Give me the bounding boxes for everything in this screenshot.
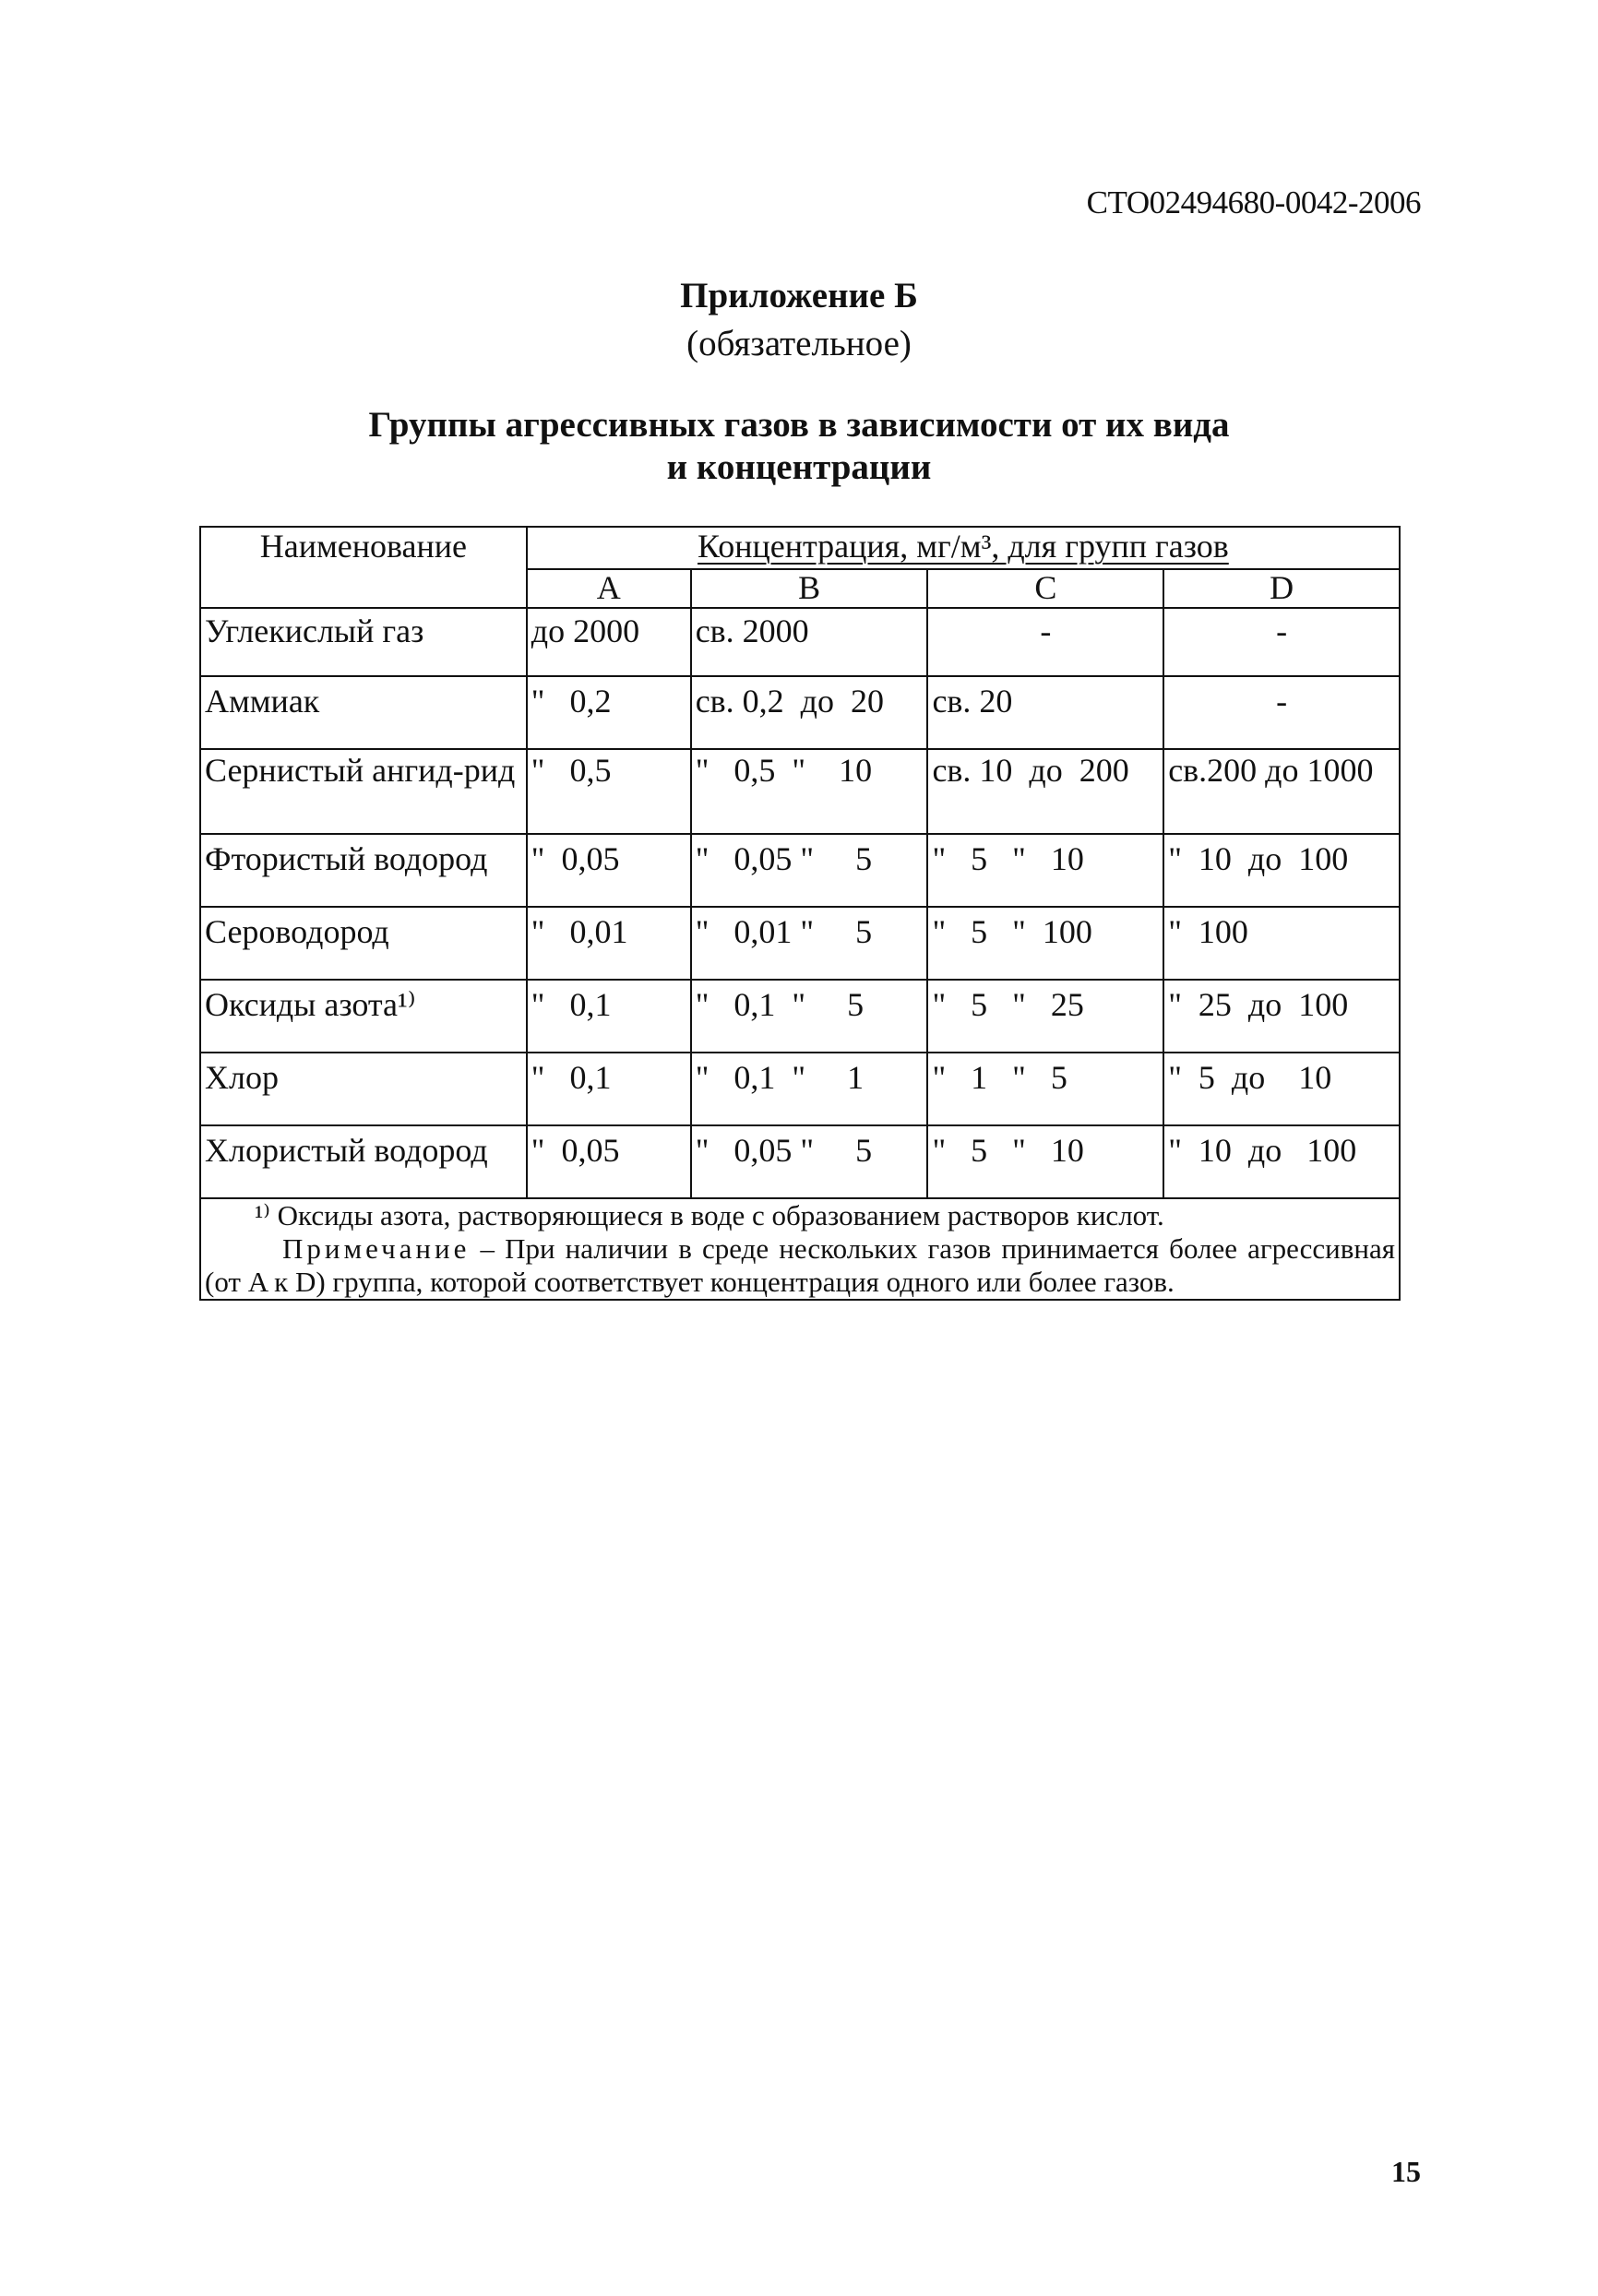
- page-number: 15: [1391, 2155, 1421, 2188]
- cell-group-c: св. 10 до 200: [927, 749, 1163, 834]
- table-row: [200, 749, 1400, 834]
- appendix-title: Приложение Б: [680, 276, 918, 315]
- row-name: Фтористый водород: [200, 834, 527, 907]
- header-name: Наименование: [200, 527, 527, 608]
- cell-group-b: " 0,05 " 5: [691, 1125, 928, 1198]
- document-number: СТО02494680-0042-2006: [1086, 184, 1421, 220]
- cell-group-a: " 0,5: [527, 749, 691, 834]
- cell-group-b: " 0,05 " 5: [691, 834, 928, 907]
- cell-group-c: " 5 " 10: [927, 834, 1163, 907]
- cell-group-b: " 0,1 " 1: [691, 1053, 928, 1125]
- cell-group-c: " 5 " 25: [927, 980, 1163, 1053]
- cell-group-c: св. 20: [927, 676, 1163, 749]
- table-notes-row: [200, 1198, 1400, 1300]
- cell-group-d: " 100: [1163, 907, 1400, 980]
- cell-group-a: " 0,1: [527, 1053, 691, 1125]
- cell-group-a: до 2000: [527, 608, 691, 676]
- note-label: Примечание: [282, 1232, 471, 1265]
- header-concentration-text: Концентрация, мг/м³, для групп газов: [698, 528, 1229, 565]
- appendix-subtitle: (обязательное): [686, 324, 912, 363]
- cell-group-b: св. 0,2 до 20: [691, 676, 928, 749]
- cell-group-d: св.200 до 1000: [1163, 749, 1400, 834]
- cell-group-c: " 1 " 5: [927, 1053, 1163, 1125]
- cell-group-b: " 0,01 " 5: [691, 907, 928, 980]
- table-title: [0, 404, 1598, 489]
- cell-group-d: " 10 до 100: [1163, 834, 1400, 907]
- cell-group-b: " 0,5 " 10: [691, 749, 928, 834]
- cell-group-a: " 0,1: [527, 980, 691, 1053]
- cell-group-c: -: [927, 608, 1163, 676]
- row-name: Оксиды азота¹⁾: [200, 980, 527, 1053]
- row-name: Аммиак: [200, 676, 527, 749]
- row-name: Сернистый ангид-рид: [200, 749, 527, 834]
- table-row: [200, 676, 1400, 749]
- table-row: [200, 608, 1400, 676]
- cell-group-d: -: [1163, 608, 1400, 676]
- header-group-a: A: [527, 569, 691, 608]
- cell-group-a: " 0,2: [527, 676, 691, 749]
- table-title-line-2: и концентрации: [666, 447, 932, 487]
- cell-group-a: " 0,05: [527, 834, 691, 907]
- row-name: Углекислый газ: [200, 608, 527, 676]
- gas-groups-table: [199, 526, 1401, 1301]
- note: [205, 1232, 1395, 1299]
- table-row: [200, 1125, 1400, 1198]
- table-row: [200, 907, 1400, 980]
- row-name: Хлор: [200, 1053, 527, 1125]
- table-row: [200, 1053, 1400, 1125]
- header-group-c: C: [927, 569, 1163, 608]
- cell-group-a: " 0,01: [527, 907, 691, 980]
- cell-group-b: св. 2000: [691, 608, 928, 676]
- cell-group-c: " 5 " 100: [927, 907, 1163, 980]
- cell-group-d: " 5 до 10: [1163, 1053, 1400, 1125]
- row-name: Хлористый водород: [200, 1125, 527, 1198]
- header-group-b: B: [691, 569, 928, 608]
- table-row: [200, 834, 1400, 907]
- cell-group-d: " 25 до 100: [1163, 980, 1400, 1053]
- table-title-line-1: Группы агрессивных газов в зависимости от их вида: [368, 405, 1230, 445]
- cell-group-d: -: [1163, 676, 1400, 749]
- cell-group-c: " 5 " 10: [927, 1125, 1163, 1198]
- note-text: – При наличии в среде нескольких газов принимается более агрессивная (от A к D) группа, которой соответствует концентрация одного или более газов.: [205, 1232, 1395, 1298]
- cell-group-d: " 10 до 100: [1163, 1125, 1400, 1198]
- header-group-d: D: [1163, 569, 1400, 608]
- header-concentration: [527, 527, 1400, 569]
- row-name: Сероводород: [200, 907, 527, 980]
- cell-group-b: " 0,1 " 5: [691, 980, 928, 1053]
- table-notes: [200, 1198, 1400, 1300]
- table-row: [200, 980, 1400, 1053]
- cell-group-a: " 0,05: [527, 1125, 691, 1198]
- footnote: ¹⁾ Оксиды азота, растворяющиеся в воде с образованием растворов кислот.: [255, 1199, 1164, 1231]
